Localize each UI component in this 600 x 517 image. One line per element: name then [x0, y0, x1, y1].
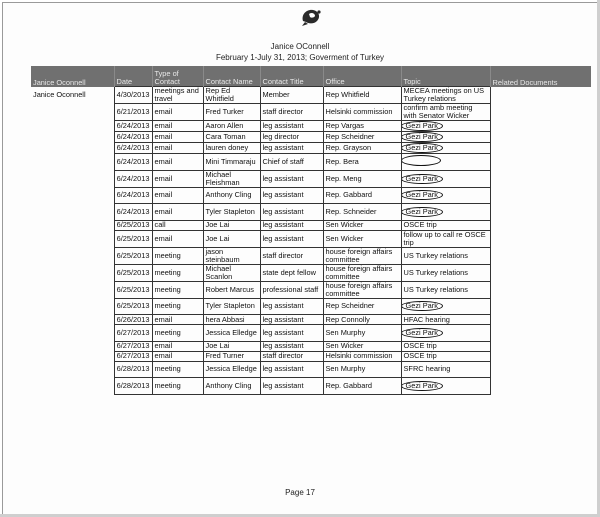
- title-cell: leg assistant: [260, 378, 323, 395]
- topic-cell: [401, 325, 490, 342]
- name-cell: Joe Lai: [203, 220, 260, 230]
- title-cell: leg assistant: [260, 220, 323, 230]
- table-row: [31, 230, 591, 247]
- office-cell: Rep Scheidner: [323, 298, 401, 315]
- person-cell: [31, 220, 114, 230]
- related-documents-cell: [490, 154, 591, 171]
- name-cell: Rep Ed Whitfield: [203, 87, 260, 104]
- topic-circled-mark: Gezi Park: [401, 190, 443, 200]
- topic-cell: [401, 132, 490, 143]
- name-cell: Tyler Stapleton: [203, 298, 260, 315]
- column-header: Type of Contact: [152, 66, 203, 87]
- name-cell: Anthony Cling: [203, 187, 260, 204]
- name-cell: Joe Lai: [203, 230, 260, 247]
- name-cell: Cara Toman: [203, 132, 260, 143]
- person-cell: [31, 378, 114, 395]
- type-cell: call: [152, 220, 203, 230]
- person-cell: [31, 315, 114, 325]
- date-cell: 6/24/2013: [114, 170, 152, 187]
- table-row: [31, 154, 591, 171]
- office-cell: Sen Murphy: [323, 361, 401, 378]
- table-row: [31, 264, 591, 281]
- date-cell: 6/25/2013: [114, 264, 152, 281]
- person-cell: [31, 170, 114, 187]
- type-cell: email: [152, 204, 203, 221]
- office-cell: house foreign affairs committee: [323, 247, 401, 264]
- title-cell: leg assistant: [260, 204, 323, 221]
- person-cell: [31, 264, 114, 281]
- office-cell: house foreign affairs committee: [323, 264, 401, 281]
- related-documents-cell: [490, 378, 591, 395]
- related-documents-cell: [490, 104, 591, 121]
- person-cell: [31, 154, 114, 171]
- contacts-table: [31, 66, 591, 395]
- topic-cell: US Turkey relations: [401, 264, 490, 281]
- title-cell: staff director: [260, 247, 323, 264]
- type-cell: email: [152, 170, 203, 187]
- date-cell: 6/25/2013: [114, 281, 152, 298]
- date-cell: 6/24/2013: [114, 154, 152, 171]
- office-cell: Rep. Bera: [323, 154, 401, 171]
- title-cell: leg assistant: [260, 298, 323, 315]
- topic-cell: MECEA meetings on US Turkey relations: [401, 87, 490, 104]
- topic-circled-mark: Gezi Park: [401, 121, 443, 131]
- table-row: [31, 341, 591, 351]
- name-cell: Mini Timmaraju: [203, 154, 260, 171]
- title-cell: Member: [260, 87, 323, 104]
- topic-cell: [401, 121, 490, 132]
- related-documents-cell: [490, 361, 591, 378]
- person-cell: [31, 104, 114, 121]
- related-documents-cell: [490, 230, 591, 247]
- person-cell: [31, 281, 114, 298]
- related-documents-cell: [490, 281, 591, 298]
- title-cell: leg assistant: [260, 121, 323, 132]
- name-cell: Fred Turker: [203, 104, 260, 121]
- related-documents-cell: [490, 264, 591, 281]
- column-header: Office: [323, 66, 401, 87]
- date-cell: 6/24/2013: [114, 187, 152, 204]
- person-cell: [31, 204, 114, 221]
- office-cell: Sen Murphy: [323, 325, 401, 342]
- column-header: Janice Oconnell: [31, 66, 114, 87]
- table-header-row: [31, 66, 591, 87]
- office-cell: Sen Wicker: [323, 341, 401, 351]
- related-documents-cell: [490, 351, 591, 361]
- topic-circled-mark: Gezi Park: [401, 301, 443, 311]
- topic-cell: HFAC hearing: [401, 315, 490, 325]
- related-documents-cell: [490, 315, 591, 325]
- date-cell: 6/24/2013: [114, 132, 152, 143]
- type-cell: email: [152, 143, 203, 154]
- topic-circled-mark: Gezi Park: [401, 132, 443, 142]
- related-documents-cell: [490, 325, 591, 342]
- name-cell: lauren doney: [203, 143, 260, 154]
- table-row: [31, 298, 591, 315]
- topic-circled-mark: Gezi Park: [401, 207, 443, 217]
- topic-cell: [401, 378, 490, 395]
- name-cell: Jessica Elledge: [203, 361, 260, 378]
- person-cell: [31, 230, 114, 247]
- table-row: [31, 204, 591, 221]
- date-cell: 6/21/2013: [114, 104, 152, 121]
- title-cell: Chief of staff: [260, 154, 323, 171]
- topic-cell: [401, 187, 490, 204]
- type-cell: email: [152, 341, 203, 351]
- table-row: [31, 247, 591, 264]
- office-cell: house foreign affairs committee: [323, 281, 401, 298]
- type-cell: email: [152, 351, 203, 361]
- date-cell: 6/27/2013: [114, 341, 152, 351]
- topic-circled-mark: Gezi Park: [401, 381, 443, 391]
- type-cell: email: [152, 121, 203, 132]
- person-cell: [31, 351, 114, 361]
- table-row: [31, 170, 591, 187]
- table-row: [31, 361, 591, 378]
- table-row: [31, 187, 591, 204]
- name-cell: Aaron Allen: [203, 121, 260, 132]
- title-cell: leg assistant: [260, 143, 323, 154]
- office-cell: Rep. Meng: [323, 170, 401, 187]
- related-documents-cell: [490, 187, 591, 204]
- date-cell: 6/27/2013: [114, 325, 152, 342]
- related-documents-cell: [490, 220, 591, 230]
- person-cell: [31, 361, 114, 378]
- type-cell: email: [152, 187, 203, 204]
- table-row: [31, 281, 591, 298]
- column-header: Date: [114, 66, 152, 87]
- person-cell: [31, 187, 114, 204]
- title-cell: leg assistant: [260, 325, 323, 342]
- emblem-icon: [297, 6, 325, 28]
- office-cell: Rep. Grayson: [323, 143, 401, 154]
- date-cell: 6/25/2013: [114, 298, 152, 315]
- table-row: [31, 143, 591, 154]
- topic-circled-mark: Gezi Park: [401, 174, 443, 184]
- date-cell: 6/28/2013: [114, 378, 152, 395]
- person-cell: [31, 143, 114, 154]
- type-cell: email: [152, 315, 203, 325]
- table-row: [31, 104, 591, 121]
- person-cell: [31, 298, 114, 315]
- name-cell: Tyler Stapleton: [203, 204, 260, 221]
- date-cell: 6/25/2013: [114, 247, 152, 264]
- related-documents-cell: [490, 204, 591, 221]
- column-header: Topic: [401, 66, 490, 87]
- name-cell: Robert Marcus: [203, 281, 260, 298]
- name-cell: Jessica Elledge: [203, 325, 260, 342]
- topic-cell: US Turkey relations: [401, 281, 490, 298]
- title-cell: leg assistant: [260, 361, 323, 378]
- office-cell: Rep. Gabbard: [323, 187, 401, 204]
- related-documents-cell: [490, 247, 591, 264]
- table-row: [31, 87, 591, 104]
- topic-cell: confirm amb meeting with Senator Wicker: [401, 104, 490, 121]
- date-cell: 6/26/2013: [114, 315, 152, 325]
- date-cell: 6/25/2013: [114, 220, 152, 230]
- date-cell: 6/24/2013: [114, 121, 152, 132]
- person-cell: [31, 341, 114, 351]
- document-title: Janice OConnell: [270, 42, 330, 51]
- contacts-table-wrap: [31, 66, 591, 395]
- table-row: [31, 315, 591, 325]
- name-cell: Michael Scanlon: [203, 264, 260, 281]
- person-cell: [31, 325, 114, 342]
- topic-cell: follow up to call re OSCE trip: [401, 230, 490, 247]
- title-cell: leg assistant: [260, 187, 323, 204]
- related-documents-cell: [490, 170, 591, 187]
- office-cell: Rep. Gabbard: [323, 378, 401, 395]
- table-row: [31, 121, 591, 132]
- title-cell: professional staff: [260, 281, 323, 298]
- type-cell: meeting: [152, 361, 203, 378]
- type-cell: meeting: [152, 298, 203, 315]
- related-documents-cell: [490, 341, 591, 351]
- date-cell: 6/24/2013: [114, 143, 152, 154]
- type-cell: email: [152, 104, 203, 121]
- topic-circled-mark: Gezi Park: [401, 328, 443, 338]
- type-cell: meeting: [152, 281, 203, 298]
- name-cell: Anthony Cling: [203, 378, 260, 395]
- office-cell: Rep Scheidner: [323, 132, 401, 143]
- title-cell: leg assistant: [260, 170, 323, 187]
- related-documents-cell: [490, 298, 591, 315]
- type-cell: meeting: [152, 264, 203, 281]
- table-row: [31, 220, 591, 230]
- date-cell: 6/24/2013: [114, 204, 152, 221]
- office-cell: Rep Whitfield: [323, 87, 401, 104]
- related-documents-cell: [490, 121, 591, 132]
- topic-circled-mark: Gezi Park: [401, 143, 443, 153]
- topic-cell: [401, 204, 490, 221]
- topic-cell: SFRC hearing: [401, 361, 490, 378]
- type-cell: email: [152, 154, 203, 171]
- topic-circled-mark: [401, 155, 441, 166]
- title-cell: leg director: [260, 132, 323, 143]
- page-number: Page 17: [285, 488, 315, 497]
- type-cell: email: [152, 132, 203, 143]
- topic-cell: OSCE trip: [401, 341, 490, 351]
- office-cell: Sen Wicker: [323, 230, 401, 247]
- name-cell: Michael Fleishman: [203, 170, 260, 187]
- date-cell: 4/30/2013: [114, 87, 152, 104]
- title-cell: state dept fellow: [260, 264, 323, 281]
- title-cell: staff director: [260, 104, 323, 121]
- person-cell: [31, 132, 114, 143]
- office-cell: Rep Vargas: [323, 121, 401, 132]
- topic-cell: OSCE trip: [401, 351, 490, 361]
- document-subtitle: February 1-July 31, 2013; Goverment of Turkey: [215, 53, 385, 62]
- person-cell: Janice Oconnell: [33, 90, 86, 99]
- name-cell: jason steinbaum: [203, 247, 260, 264]
- office-cell: Rep Connolly: [323, 315, 401, 325]
- name-cell: hera Abbasi: [203, 315, 260, 325]
- office-cell: Helsinki commission: [323, 351, 401, 361]
- title-cell: leg assistant: [260, 341, 323, 351]
- office-cell: Sen Wicker: [323, 220, 401, 230]
- date-cell: 6/25/2013: [114, 230, 152, 247]
- type-cell: meeting: [152, 325, 203, 342]
- date-cell: 6/28/2013: [114, 361, 152, 378]
- related-documents-cell: [490, 87, 591, 104]
- column-header: Related Documents: [490, 66, 591, 87]
- name-cell: Fred Turner: [203, 351, 260, 361]
- title-cell: leg assistant: [260, 315, 323, 325]
- table-row: [31, 132, 591, 143]
- person-cell: [31, 247, 114, 264]
- topic-cell: [401, 170, 490, 187]
- date-cell: 6/27/2013: [114, 351, 152, 361]
- office-cell: Helsinki commission: [323, 104, 401, 121]
- topic-cell: [401, 143, 490, 154]
- column-header: Contact Title: [260, 66, 323, 87]
- related-documents-cell: [490, 143, 591, 154]
- name-cell: Joe Lai: [203, 341, 260, 351]
- table-row: [31, 325, 591, 342]
- column-header: Contact Name: [203, 66, 260, 87]
- title-cell: leg assistant: [260, 230, 323, 247]
- type-cell: meeting: [152, 378, 203, 395]
- type-cell: email: [152, 230, 203, 247]
- topic-cell: [401, 154, 490, 171]
- type-cell: meetings and travel: [152, 87, 203, 104]
- office-cell: Rep. Schneider: [323, 204, 401, 221]
- person-cell: [31, 121, 114, 132]
- topic-cell: US Turkey relations: [401, 247, 490, 264]
- type-cell: meeting: [152, 247, 203, 264]
- topic-cell: [401, 298, 490, 315]
- table-body: [31, 87, 591, 395]
- topic-cell: OSCE trip: [401, 220, 490, 230]
- table-row: [31, 351, 591, 361]
- related-documents-cell: [490, 132, 591, 143]
- title-cell: staff director: [260, 351, 323, 361]
- table-row: [31, 378, 591, 395]
